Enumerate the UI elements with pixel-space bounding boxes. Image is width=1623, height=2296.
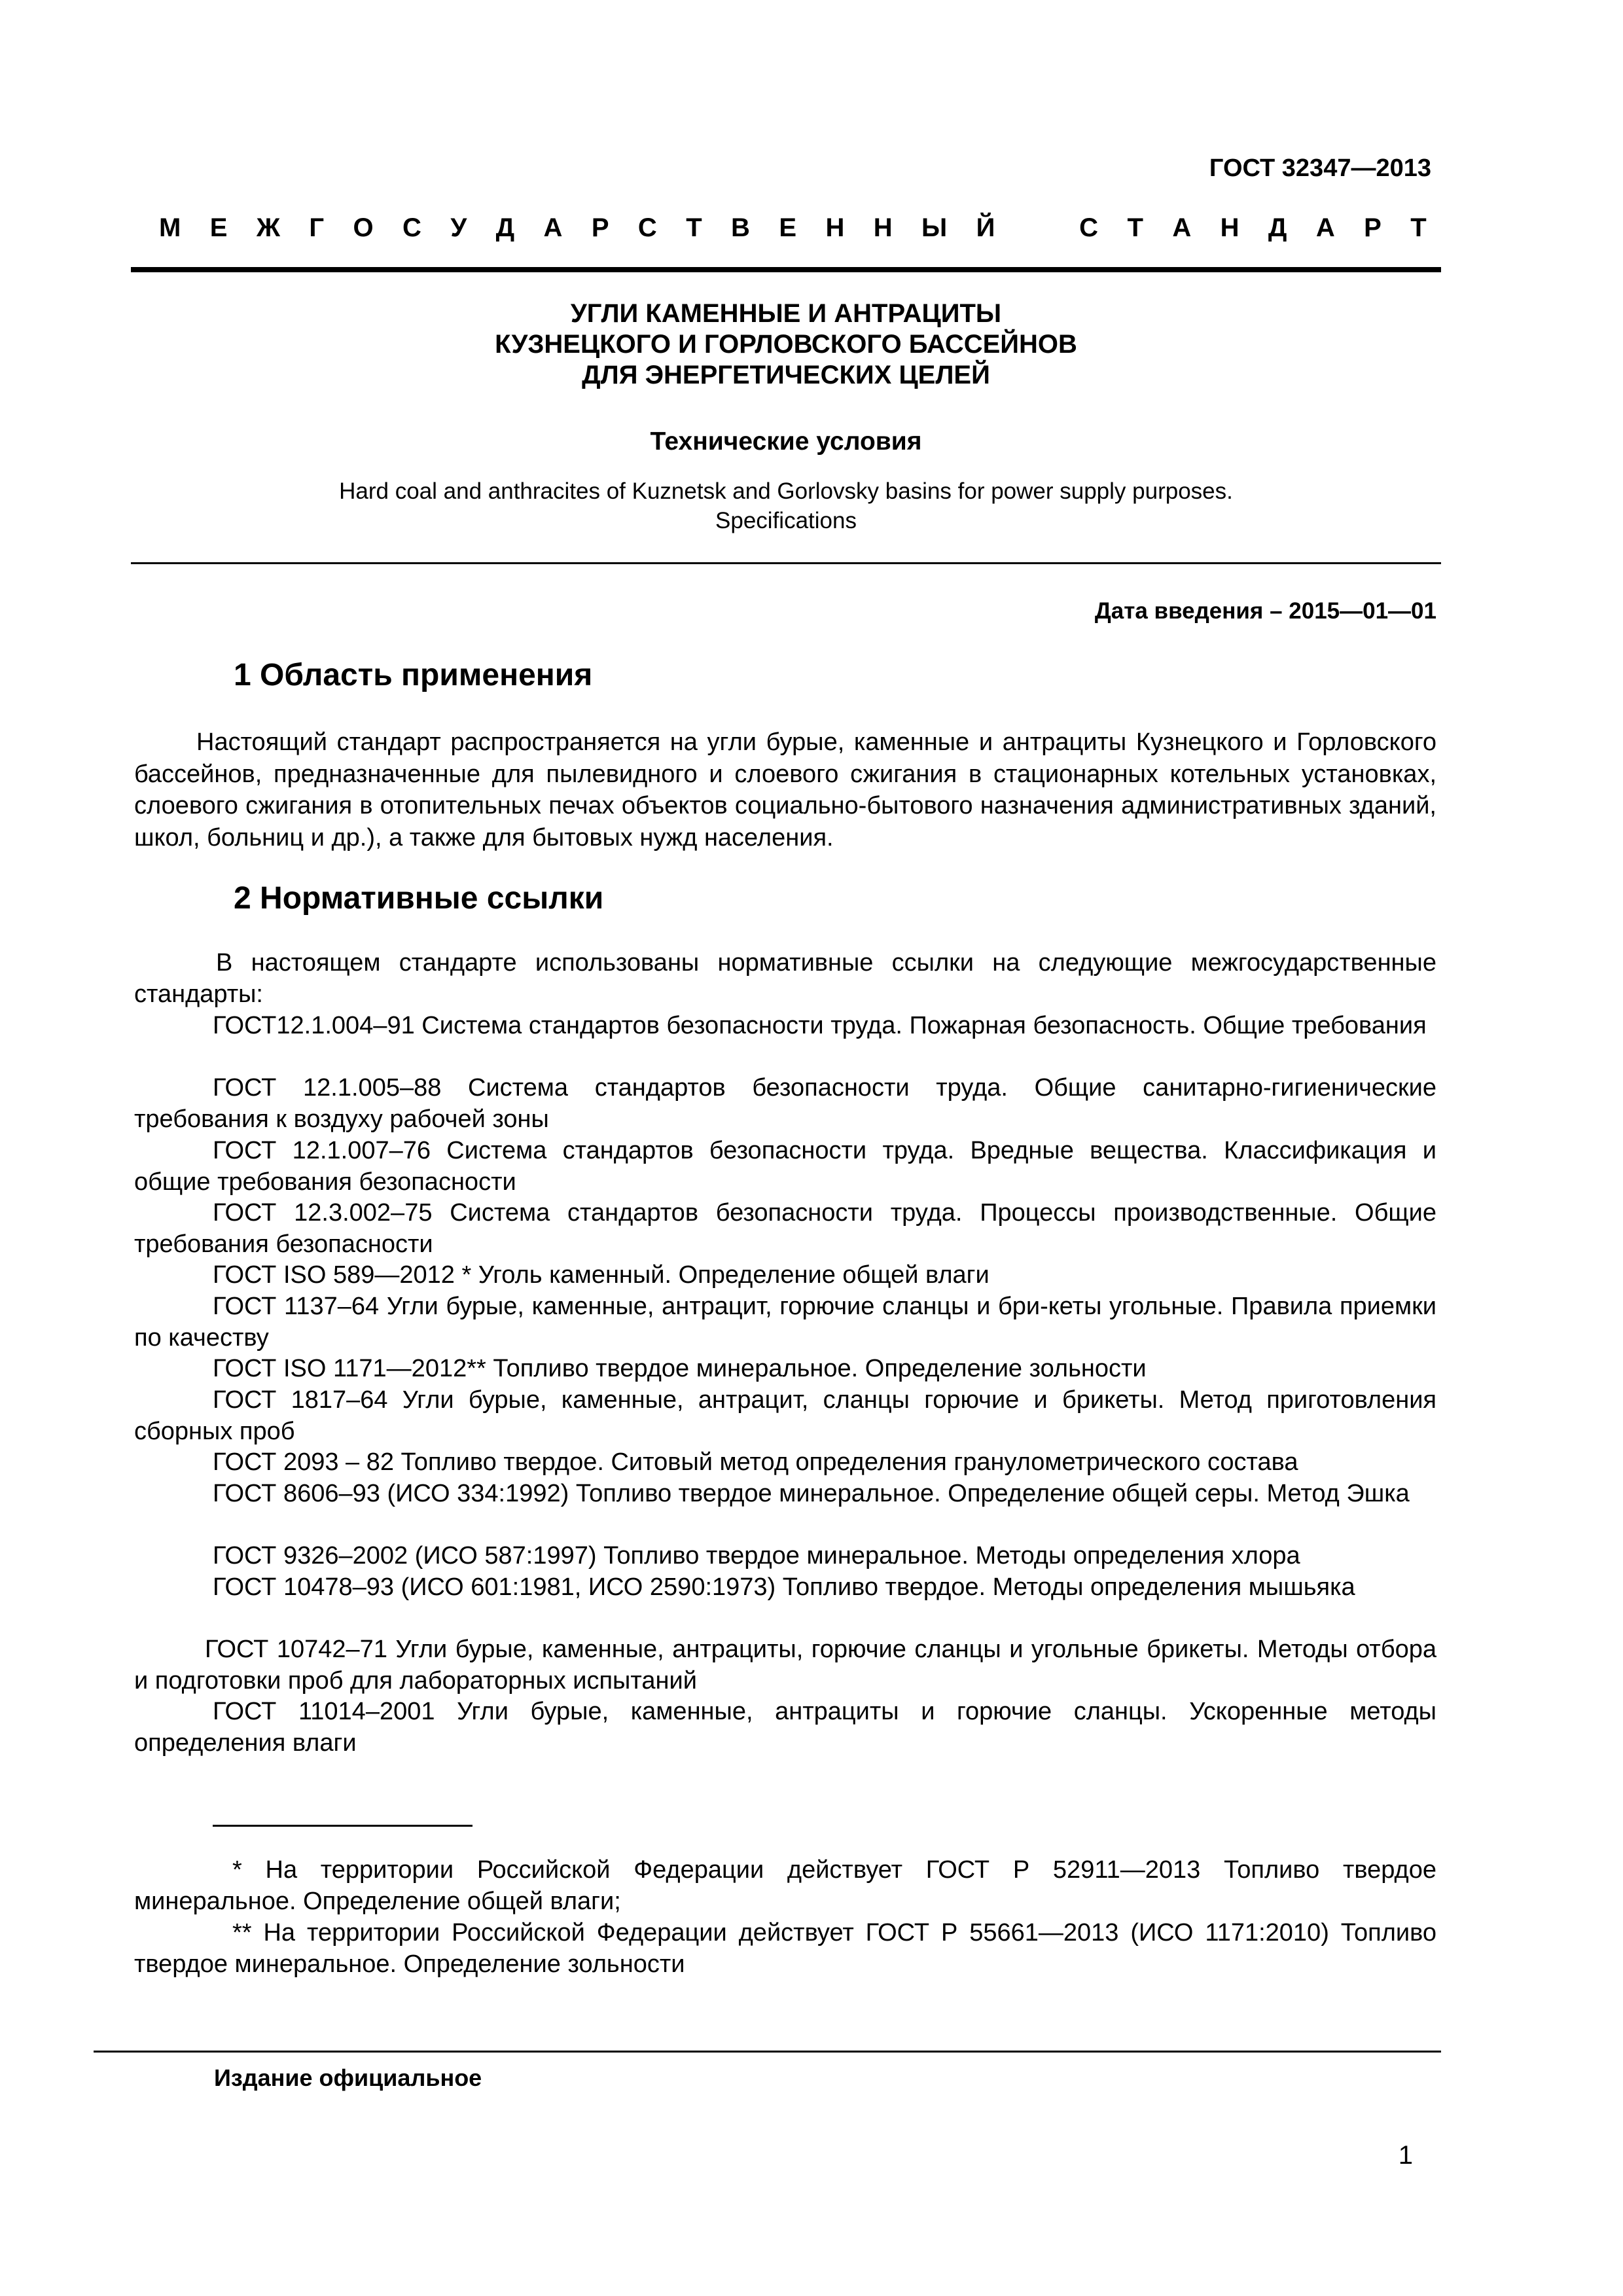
reference-item: [134, 1291, 1436, 1354]
interstate-heading-letter: Н: [825, 213, 845, 242]
reference-item: [134, 1572, 1436, 1604]
section-1-text: Настоящий стандарт распространяется на угли бурые, каменные и антрациты Кузнецкого и Горловского бассейнов, предназначенные для пылевидного и слоевого сжигания в стационарных котельных установках, слоевого сжигания в отопительных печах объектов социально-бытового назначения административных зданий, школ, больниц и др.), а также для бытовых нужд населения.: [134, 728, 1436, 852]
interstate-heading-letter: С: [1079, 213, 1099, 242]
section-1-paragraph: [134, 726, 1436, 853]
reference-item: [134, 1198, 1436, 1260]
interstate-heading-letter: Д: [1268, 213, 1287, 242]
reference-text: ГОСТ 1137–64 Угли бурые, каменные, антрацит, горючие сланцы и бри-кеты угольные. Правила приемки по качеству: [134, 1293, 1436, 1352]
interstate-heading-letter: С: [637, 213, 657, 242]
interstate-heading-letter: А: [1172, 213, 1192, 242]
reference-item: [134, 1479, 1436, 1510]
reference-item: [134, 1260, 1436, 1291]
reference-item: [134, 1447, 1436, 1479]
interstate-heading-letter: Н: [873, 213, 893, 242]
reference-text: ГОСТ 12.3.002–75 Система стандартов безопасности труда. Процессы производственные. Общие требования безопасности: [134, 1199, 1436, 1258]
interstate-heading-letter: Т: [686, 213, 702, 242]
footnote-2: [134, 1917, 1436, 1980]
interstate-heading-letter: Т: [1127, 213, 1143, 242]
interstate-heading-letter: Ж: [256, 213, 280, 242]
official-edition-label: Издание официальное: [214, 2064, 482, 2091]
title-line-3: ДЛЯ ЭНЕРГЕТИЧЕСКИХ ЦЕЛЕЙ: [582, 361, 990, 389]
interstate-heading-letter: У: [450, 213, 467, 242]
english-title-line-2: Specifications: [715, 508, 857, 533]
footnote-text: ** На территории Российской Федерации действует ГОСТ Р 55661—2013 (ИСО 1171:2010) Топливо твердое минеральное. Определение зольности: [134, 1919, 1436, 1978]
interstate-heading-letter: Й: [976, 213, 995, 242]
reference-item: [134, 1696, 1436, 1759]
reference-item: [134, 1011, 1436, 1042]
interstate-standard-heading: [159, 213, 1427, 243]
reference-text: ГОСТ 2093 – 82 Топливо твердое. Ситовый метод определения гранулометрического состава: [213, 1448, 1298, 1476]
interstate-heading-letter: [1024, 213, 1050, 243]
interstate-heading-letter: Е: [779, 213, 797, 242]
interstate-heading-letter: А: [1315, 213, 1335, 242]
section-2-intro: [134, 948, 1436, 1010]
document-title: [131, 298, 1441, 391]
reference-text: ГОСТ 12.1.005–88 Система стандартов безопасности труда. Общие санитарно-гигиенические требования к воздуху рабочей зоны: [134, 1074, 1436, 1133]
section-2-intro-text: В настоящем стандарте использованы нормативные ссылки на следующие межгосударственные стандарты:: [134, 949, 1436, 1008]
header-rule: [131, 267, 1441, 272]
reference-text: ГОСТ 8606–93 (ИСО 334:1992) Топливо твердое минеральное. Определение общей серы. Метод Эшка: [213, 1480, 1410, 1507]
title-line-1: УГЛИ КАМЕННЫЕ И АНТРАЦИТЫ: [570, 299, 1002, 328]
section-2-heading: 2 Нормативные ссылки: [234, 881, 604, 916]
reference-item: [134, 1385, 1436, 1447]
interstate-heading-letter: М: [159, 213, 181, 242]
reference-text: ГОСТ 11014–2001 Угли бурые, каменные, антрациты и горючие сланцы. Ускоренные методы определения влаги: [134, 1698, 1436, 1757]
english-title: [131, 476, 1441, 535]
interstate-heading-letter: Г: [309, 213, 325, 242]
page-number: 1: [1398, 2141, 1413, 2170]
reference-text: ГОСТ ISO 1171—2012** Топливо твердое минеральное. Определение зольности: [213, 1355, 1147, 1382]
reference-text: ГОСТ 10742–71 Угли бурые, каменные, антрациты, горючие сланцы и угольные брикеты. Методы отбора и подготовки проб для лабораторных испытаний: [134, 1636, 1436, 1695]
reference-text: ГОСТ 9326–2002 (ИСО 587:1997) Топливо твердое минеральное. Методы определения хлора: [213, 1542, 1300, 1570]
interstate-heading-letter: О: [353, 213, 374, 242]
introduction-date: Дата введения – 2015—01—01: [1094, 598, 1436, 624]
reference-item: [134, 1541, 1436, 1572]
document-subtitle: Технические условия: [650, 427, 922, 456]
footnote-text: * На территории Российской Федерации действует ГОСТ Р 52911—2013 Топливо твердое минеральное. Определение общей влаги;: [134, 1856, 1436, 1915]
interstate-heading-letter: Д: [495, 213, 515, 242]
footnote-rule: [213, 1825, 473, 1827]
reference-text: ГОСТ ISO 589—2012 * Уголь каменный. Определение общей влаги: [213, 1261, 990, 1289]
footer-rule: [94, 2051, 1441, 2053]
reference-text: ГОСТ 10478–93 (ИСО 601:1981, ИСО 2590:1973) Топливо твердое. Методы определения мышьяка: [213, 1573, 1355, 1601]
interstate-heading-letter: Р: [1364, 213, 1382, 242]
document-number: ГОСТ 32347—2013: [1209, 154, 1431, 182]
reference-item: [134, 1354, 1436, 1385]
interstate-heading-letter: С: [402, 213, 421, 242]
reference-text: ГОСТ12.1.004–91 Система стандартов безопасности труда. Пожарная безопасность. Общие требования: [213, 1012, 1427, 1039]
interstate-heading-letter: Р: [591, 213, 609, 242]
footnote-1: [134, 1854, 1436, 1917]
title-rule: [131, 562, 1441, 564]
section-1-heading: 1 Область применения: [234, 658, 593, 692]
interstate-heading-letter: Е: [209, 213, 228, 242]
interstate-heading-letter: А: [543, 213, 563, 242]
reference-item: [134, 1073, 1436, 1135]
interstate-heading-letter: Т: [1410, 213, 1427, 242]
reference-item: [134, 1634, 1436, 1696]
title-line-2: КУЗНЕЦКОГО И ГОРЛОВСКОГО БАССЕЙНОВ: [495, 330, 1077, 359]
reference-text: ГОСТ 12.1.007–76 Система стандартов безопасности труда. Вредные вещества. Классификация и общие требования безопасности: [134, 1137, 1436, 1196]
interstate-heading-letter: Н: [1220, 213, 1240, 242]
english-title-line-1: Hard coal and anthracites of Kuznetsk and Gorlovsky basins for power supply purposes.: [339, 478, 1233, 504]
reference-text: ГОСТ 1817–64 Угли бурые, каменные, антрацит, сланцы горючие и брикеты. Метод приготовления сборных проб: [134, 1386, 1436, 1445]
interstate-heading-letter: Ы: [921, 213, 948, 242]
interstate-heading-letter: В: [731, 213, 750, 242]
reference-item: [134, 1136, 1436, 1198]
